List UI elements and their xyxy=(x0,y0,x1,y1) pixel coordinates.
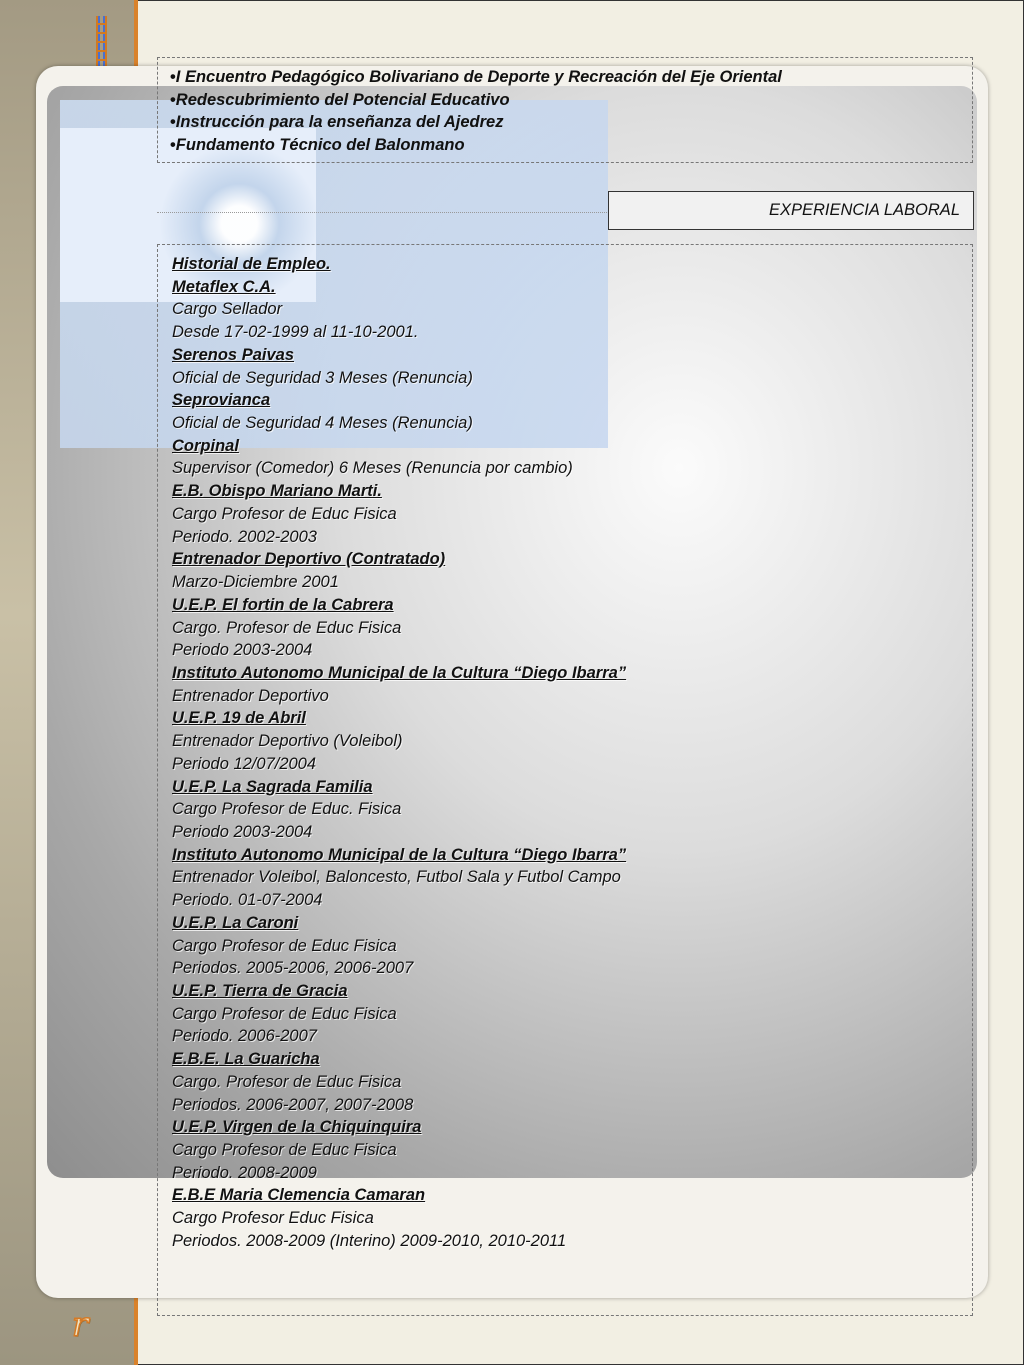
job-detail: Periodo 2003-2004 xyxy=(172,641,313,660)
employer-name: Instituto Autonomo Municipal de la Cultura “Diego Ibarra” xyxy=(172,663,627,682)
course-item: • Instrucción para la enseñanza del Ajedrez xyxy=(170,111,782,134)
employer-name: U.E.P. La Caroni xyxy=(172,913,299,932)
job-detail: Entrenador Deportivo (Voleibol) xyxy=(172,732,403,751)
employer-name: U.E.P. Virgen de la Chiquinquira xyxy=(172,1118,422,1137)
employer-name: Entrenador Deportivo (Contratado) xyxy=(172,550,446,569)
job-detail: Cargo Profesor de Educ Fisica xyxy=(172,1004,397,1023)
job-detail: Periodos. 2005-2006, 2006-2007 xyxy=(172,959,414,978)
job-detail: Marzo-Diciembre 2001 xyxy=(172,573,339,592)
job-detail: Cargo Sellador xyxy=(172,300,283,319)
job-detail: Oficial de Seguridad 3 Meses (Renuncia) xyxy=(172,368,473,387)
employer-name: E.B.E Maria Clemencia Camaran xyxy=(172,1186,426,1205)
employer-name: Seprovianca xyxy=(172,391,271,410)
job-detail: Periodos. 2008-2009 (Interino) 2009-2010, 2010-2011 xyxy=(172,1231,567,1250)
job-detail: Entrenador Deportivo xyxy=(172,686,329,705)
job-detail: Cargo. Profesor de Educ Fisica xyxy=(172,1072,402,1091)
job-detail: Periodo 2003-2004 xyxy=(172,822,313,841)
job-detail: Periodos. 2006-2007, 2007-2008 xyxy=(172,1095,414,1114)
vertical-title-letter: r xyxy=(71,1305,89,1345)
course-item: • Fundamento Técnico del Balonmano xyxy=(170,134,782,157)
employment-heading: Historial de Empleo. xyxy=(172,255,331,273)
job-detail: Periodo. 2006-2007 xyxy=(172,1027,317,1046)
course-item: • Redescubrimiento del Potencial Educativo xyxy=(170,89,782,112)
job-detail: Cargo. Profesor de Educ Fisica xyxy=(172,618,402,637)
employer-name: E.B. Obispo Mariano Marti. xyxy=(172,482,382,501)
job-detail: Cargo Profesor Educ Fisica xyxy=(172,1209,374,1228)
job-detail: Entrenador Voleibol, Baloncesto, Futbol Sala y Futbol Campo xyxy=(172,868,621,887)
job-detail: Desde 17-02-1999 al 11-10-2001. xyxy=(172,323,419,342)
dotted-divider xyxy=(157,212,609,213)
job-detail: Periodo. 2002-2003 xyxy=(172,527,317,546)
employer-name: Metaflex C.A. xyxy=(172,277,276,296)
job-detail: Periodo. 2008-2009 xyxy=(172,1163,317,1182)
job-detail: Periodo. 01-07-2004 xyxy=(172,891,323,910)
job-detail: Oficial de Seguridad 4 Meses (Renuncia) xyxy=(172,414,473,433)
employment-history xyxy=(172,253,952,1253)
job-detail: Periodo 12/07/2004 xyxy=(172,754,317,773)
section-title: EXPERIENCIA LABORAL xyxy=(608,191,974,230)
employer-name: U.E.P. Tierra de Gracia xyxy=(172,982,348,1000)
employer-name: U.E.P. El fortin de la Cabrera xyxy=(172,595,394,614)
employer-name: E.B.E. La Guaricha xyxy=(172,1050,320,1069)
course-item: • I Encuentro Pedagógico Bolivariano de Deporte y Recreación del Eje Oriental xyxy=(170,66,782,89)
job-detail: Cargo Profesor de Educ Fisica xyxy=(172,1141,397,1160)
employer-name: Serenos Paivas xyxy=(172,345,294,364)
employer-name: Instituto Autonomo Municipal de la Cultura “Diego Ibarra” xyxy=(172,845,627,864)
job-detail: Cargo Profesor de Educ. Fisica xyxy=(172,800,402,819)
employer-name: U.E.P. La Sagrada Familia xyxy=(172,777,373,796)
employer-name: U.E.P. 19 de Abril xyxy=(172,709,306,728)
courses-list xyxy=(170,66,782,157)
job-detail: Cargo Profesor de Educ Fisica xyxy=(172,504,397,523)
employer-name: Corpinal xyxy=(172,436,239,455)
job-detail: Cargo Profesor de Educ Fisica xyxy=(172,936,397,955)
job-detail: Supervisor (Comedor) 6 Meses (Renuncia por cambio) xyxy=(172,459,573,478)
